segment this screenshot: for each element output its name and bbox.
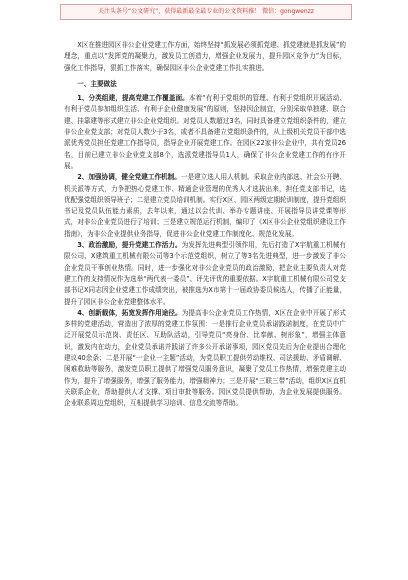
item-heading: 4、创新载体，拓宽发挥作用途径。 — [77, 308, 182, 317]
document-body — [64, 40, 346, 410]
header-banner: 关注头条号“公文研究”，获得最新最全最专业的公文资料推！ 微信：gongwenzz — [60, 4, 352, 20]
item-text: 一是建立选人用人机制。采取企业内部选、社会公开聘、机关派等方式，力争把热心党建工作、精通企业管理的优秀人才选拔出来，担任党支部书记，选优配强党组织领导班子；二是建立党员培训机制。实行X区、园区两级定期轮训制度，提升党组织书记及党员队伍能力素质，去年以来，通过以会代训、举办专题讲座、开展指导员讲党课等形式，对非公企业党员进行了培训；三是建立规范运行机制，编印了《X区非公企业党组织建设工作指南》，为非公企业提供业务指导，促进非公企业党建工作制度化、规范化发展。 — [64, 173, 346, 238]
intro-paragraph: X区在推进园区非公企业党建工作方面，始终坚持“抓发展必须抓党建、抓党建就是抓发展”的理念，重点以“发挥党的凝聚力，激发员工创造力，增强企业发展力，提升园区竞争力”为目标，强化工作指导，狠抓工作落实，确保园区非公企业党建工作扎实推进。 — [64, 41, 346, 72]
item-text: 本着“有利于党组织的管理、有利于党组织开展活动、有利于党员参加组织生活、有利于企业健康发展”的原则，坚持因企制宜，分别采取单独建、联合建、挂靠建等形式建立非公企业党组织。对党员人数超过3名，同时具备建立党组织条件的，建立非公企业党支部；对党员人数少于3名，或者不具备建立党组织条件的，从上级机关党员干部中选派优秀党员担任党建工作指导员，指导企业开展党建工作。在园区22家非公企业中，共有党员26名，目前已建立非公企业党支部8个，选派党建指导员1人，确保了非公企业党建工作的有序开展。 — [64, 94, 346, 170]
section-heading: 一、主要做法 — [77, 79, 117, 88]
item-paragraph-3 — [64, 240, 346, 308]
item-heading: 3、政治激励，提升党建工作活力。 — [77, 241, 182, 250]
item-paragraph-1 — [64, 93, 346, 172]
item-heading: 2、加强协调，健全党建工作机制。 — [77, 173, 181, 182]
item-heading: 1、分类组建，提高党建工作覆盖面。 — [77, 94, 189, 103]
item-text: 为发挥先进典型引领作用，先后打造了X宇航重工机械有限公司、X建筑重工机械有限公司等3个示范党组织，树立了等3名先进典型，进一步激发了非公企业党员干事创业热情。同时，进一步强化对非公企业党员的政治激励，把企业主要负责人对党建工作的支持情况作为选举“两代表一委员”、评先评优的重要依据。X宇航重工机械有限公司党支部书记X同志因企业党建工作成绩突出，被推选为X市第十一届政协委员候选人，传播了正能量，提升了园区非公企业党建整体水平。 — [64, 241, 346, 306]
item-text: 为提高非公企业党员工作热情，X区在企业中开展了形式多样的党建活动，营造出了浓厚的党建工作氛围：一是推行企业党员承诺践诺制度，在党员中广泛开展党员示范岗、责任区、互助队活动，引导党员“亮身份、比奉献、树形象”，增强主体意识，激发内在动力，企业党员承诺并践诺了许多公开承诺事项，园区党员先后为企业提出合理化建议40余条；二是开展“一企业一主题”活动，为党员职工提供劳动维权、司法援助、矛盾调解、困难救助等服务，激发党员职工提供了增强党员服务意识，凝聚了党员工作热情，增强党建主动作为，提升了增强服务，增强了服务能力，增强精神力；三是开展“三联三带”活动，组织X区直机关联系企业，帮助提供人才支撑、项目审批等服务。园区党员提供帮助，为企业发展提供服务。企业联系周边党组织，互相提供学习培训、信息交流等帮助。 — [64, 308, 346, 408]
item-paragraph-2 — [64, 172, 346, 240]
item-paragraph-4 — [64, 308, 346, 410]
